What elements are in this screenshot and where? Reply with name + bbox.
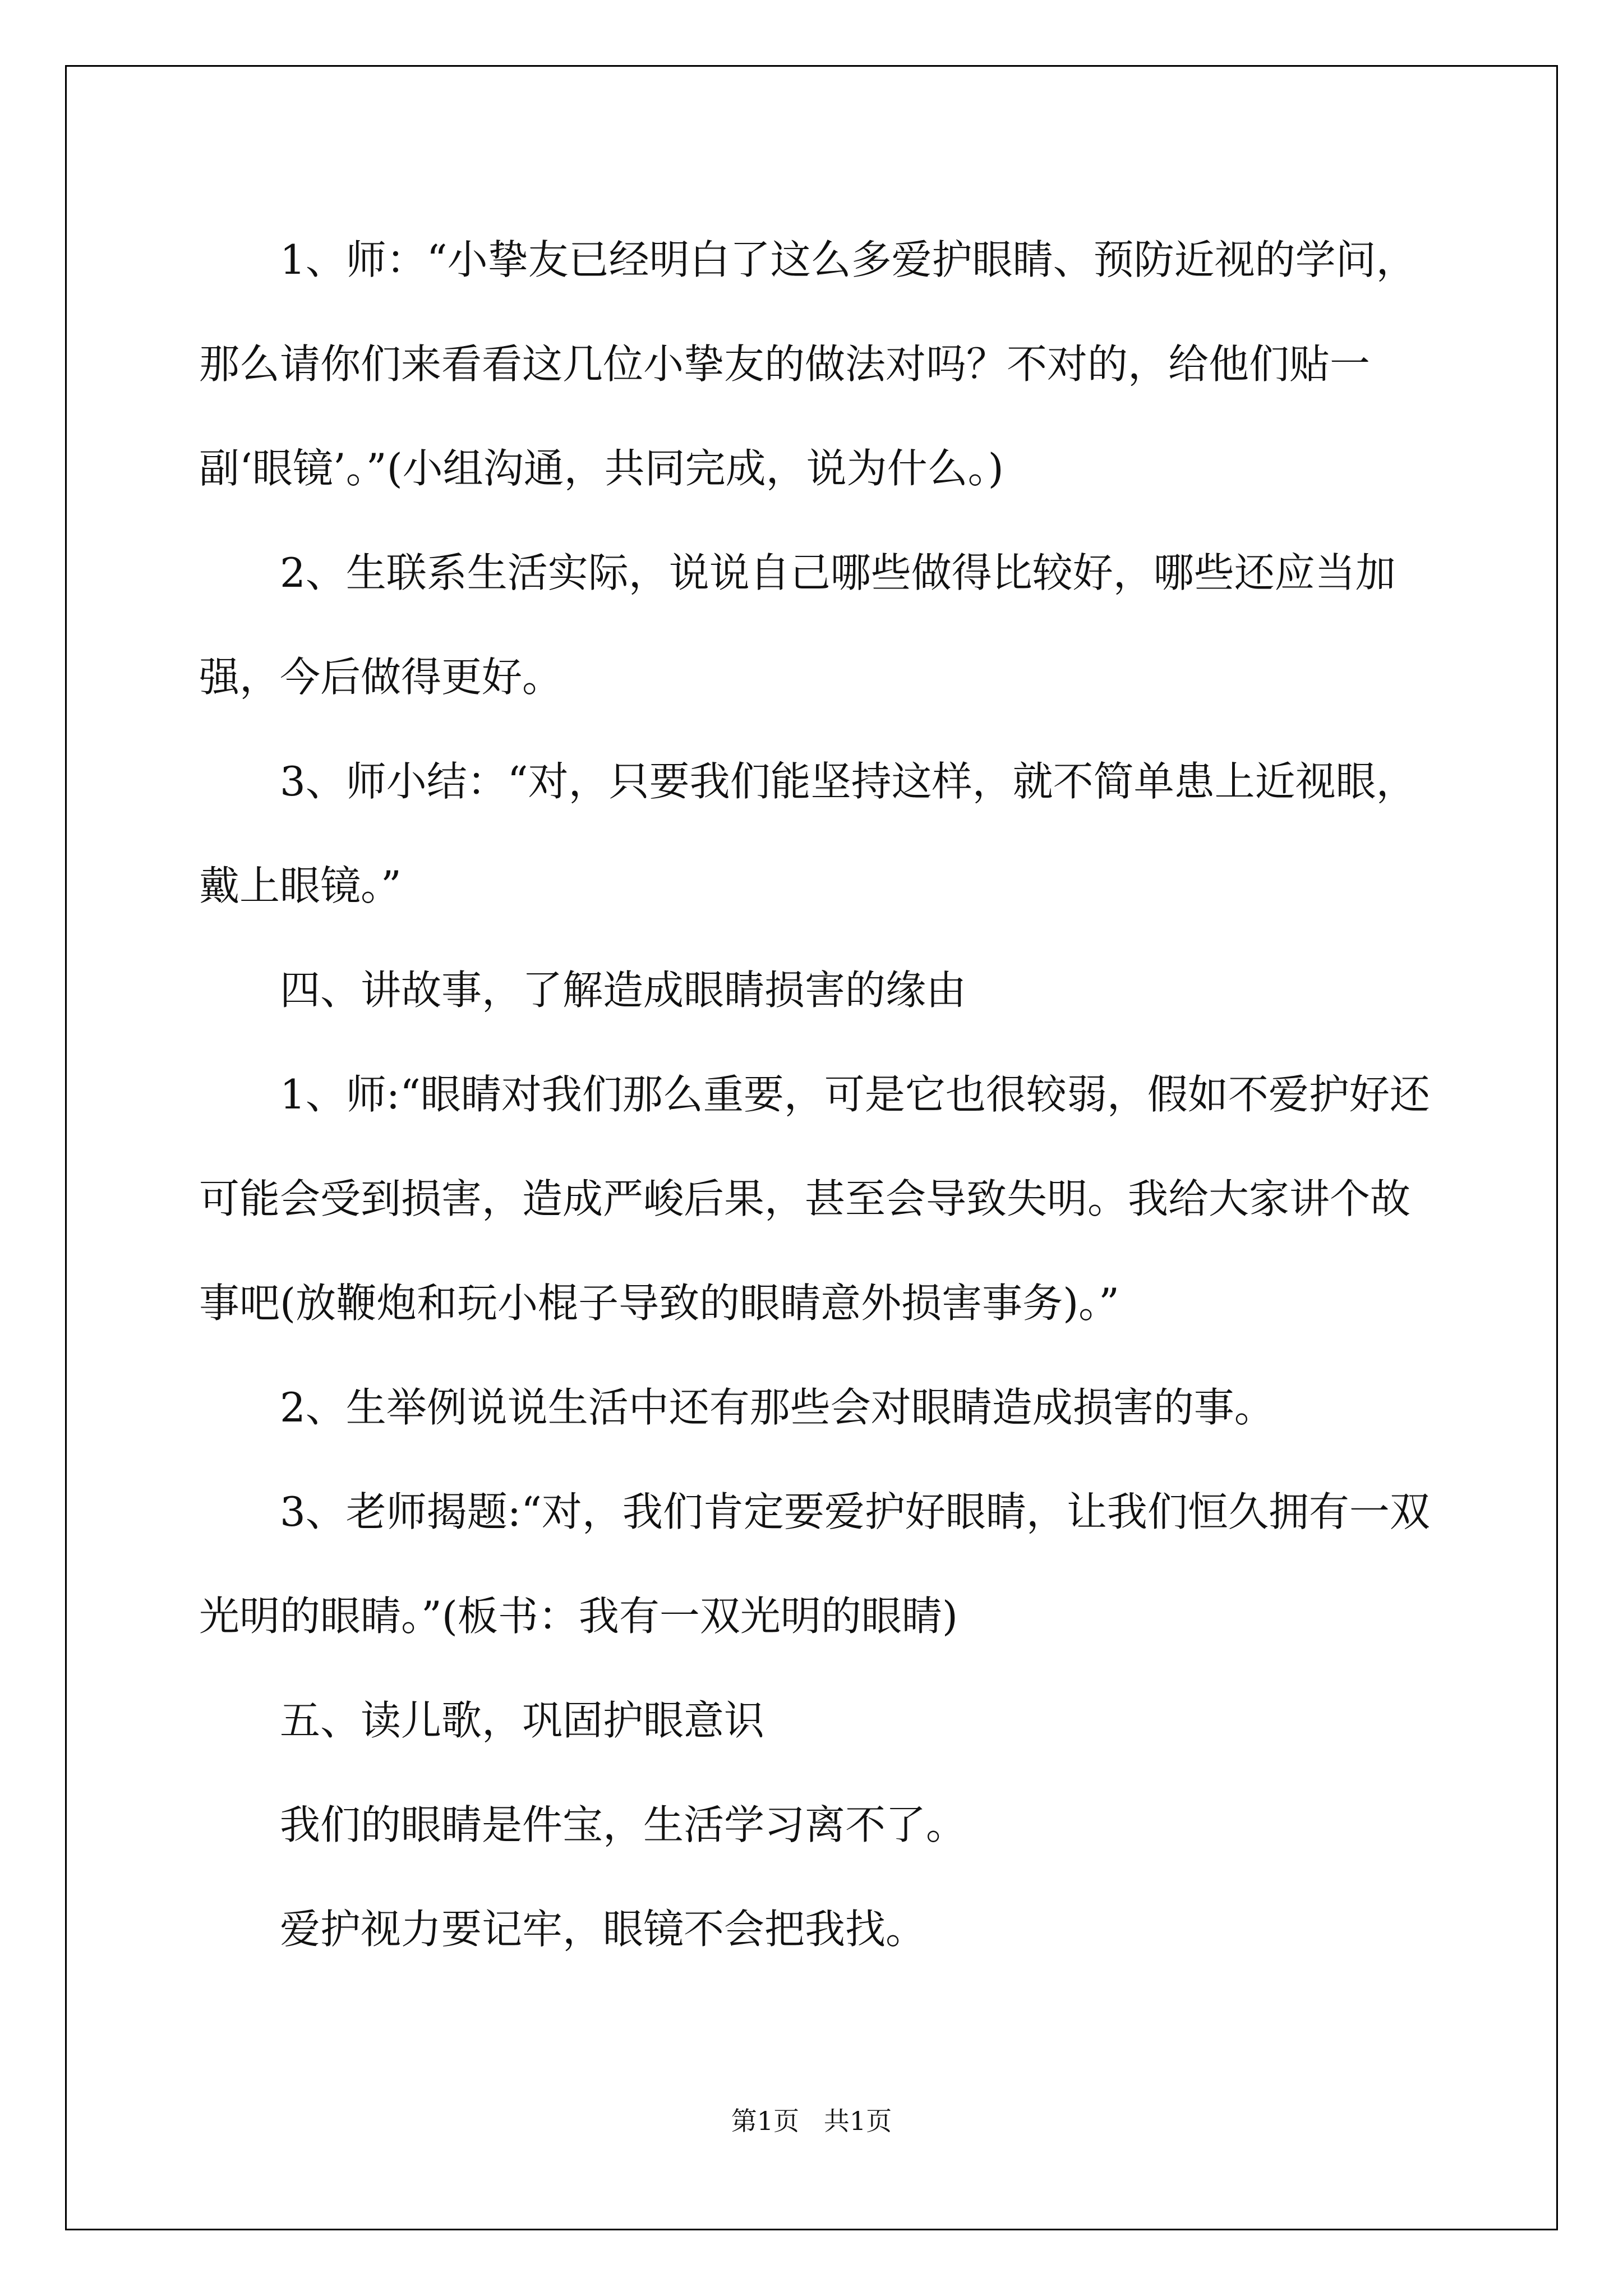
paragraph-1: 1、师：“小挚友已经明白了这么多爱护眼睛、预防近视的学问，那么请你们来看看这几位小挚友的做法对吗？不对的，给他们贴一副‘眼镜’。”(小组沟通，共同完成，说为什么。) (199, 236, 1417, 492)
paragraph-2: 2、生联系生活实际，说说自己哪些做得比较好，哪些还应当加强，今后做得更好。 (199, 549, 1396, 701)
rhyme-line-1: 我们的眼睛是件宝，生活学习离不了。 (280, 1801, 967, 1848)
paragraph-6: 2、生举例说说生活中还有那些会对眼睛造成损害的事。 (280, 1384, 1275, 1431)
section-heading-4: 四、讲故事，了解造成眼睛损害的缘由 (280, 967, 967, 1014)
paragraph-3: 3、师小结：“对，只要我们能坚持这样，就不简单患上近视眼，戴上眼镜。” (199, 758, 1417, 909)
paragraph-5: 1、师:“眼睛对我们那么重要，可是它也很较弱，假如不爱护好还可能会受到损害，造成严峻后果，甚至会导致失明。我给大家讲个故事吧(放鞭炮和玩小棍子导致的眼睛意外损害事务)。” (199, 1071, 1430, 1327)
rhyme-line-2: 爱护视力要记牢，眼镜不会把我找。 (280, 1906, 926, 1953)
section-heading-5: 五、读儿歌，巩固护眼意识 (280, 1697, 765, 1744)
document-body (199, 208, 1433, 1981)
page-number-footer: 第1页 共1页 (731, 2106, 892, 2136)
paragraph-7: 3、老师揭题:“对，我们肯定要爱护好眼睛，让我们恒久拥有一双光明的眼睛。”(板书：我有一双光明的眼睛) (199, 1488, 1430, 1640)
